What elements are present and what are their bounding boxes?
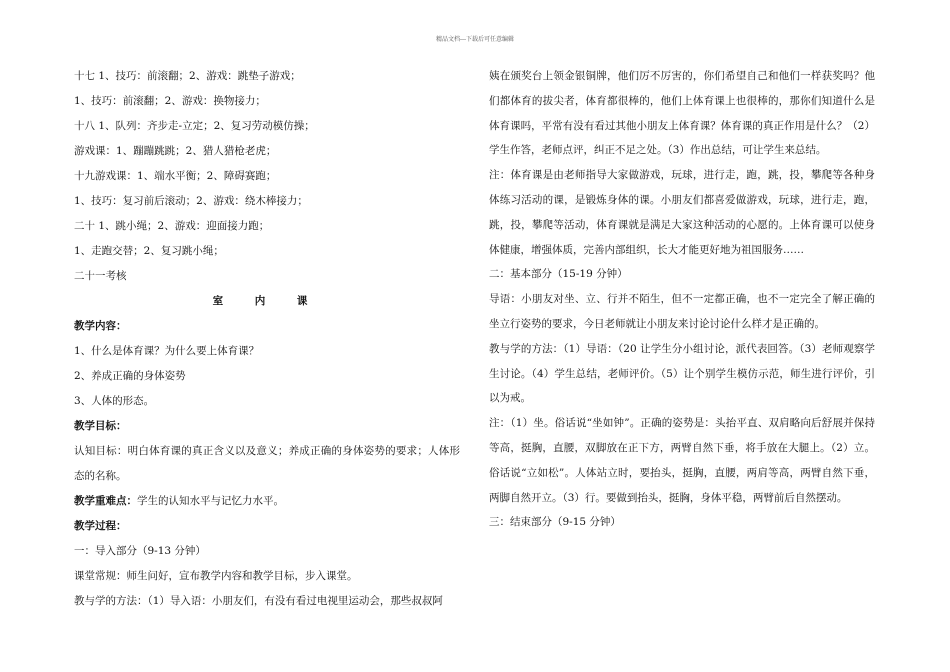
content-item: 1、什么是体育课？为什么要上体育课？ <box>74 345 260 357</box>
note-paragraph: 注：体育课是由老师指导大家做游戏，玩球，进行走，跑，跳，投，攀爬等各种身体练习活动的课，是锻炼身体的课。小朋友们都喜爱做游戏，玩球，进行走，跑，跳，投，攀爬等活动，体育课就是满足大家这种活动的心愿的。上体育课可以使身体健康，增强体质，完善内部组织，长大才能更好地为祖国服务…… <box>489 169 875 256</box>
process-part-3: 三：结束部分（9-15 分钟） <box>489 516 621 529</box>
intro-paragraph: 姨在颁奖台上领金银铜牌，他们厉不厉害的，你们希望自己和他们一样获奖吗？他们都体育的拔尖者，体育都很棒的，他们上体育课上也很棒的，那你们知道什么是体育课吗，平常有没有看过其他小朋友上体育课？体育课的真正作用是什么？（2）学生作答，老师点评，纠正不足之处。（3）作出总结，可让学生来总结。 <box>489 70 875 157</box>
section-title: 室 内 课 <box>212 295 322 307</box>
schedule-line: 1、技巧：前滚翻；2、游戏：换物接力； <box>74 95 266 107</box>
schedule-line: 游戏课：1、蹦蹦跳跳；2、猎人猎枪老虎； <box>74 145 277 157</box>
process-routine: 课堂常规：师生问好，宣布教学内容和教学目标，步入课堂。 <box>74 570 358 582</box>
posture-note-paragraph: 注：（1）坐。俗话说“坐如钟”。正确的姿势是：头抬平直、双肩略向后舒展并保持等高，挺胸，直腰，双脚放在正下方，两臂自然下垂，将手放在大腿上。（2）立。俗话说“立如松”。人体站立时，要抬头，挺胸，直腰，两肩等高，两臂自然下垂，两脚自然开立。（3）行。要做到抬头，挺胸，身体平稳，两臂前后自然摆动。 <box>489 417 875 504</box>
method-paragraph: 教与学的方法：（1）导语：（20 让学生分小组讨论，派代表回答。（3）老师观察学生讨论。（4）学生总结，老师评价。（5）让个别学生模仿示范，师生进行评价，引以为戒。 <box>489 342 875 405</box>
left-column <box>74 64 460 614</box>
guide-paragraph: 导语：小朋友对坐、立、行并不陌生，但不一定都正确，也不一定完全了解正确的坐立行姿势的要求，今日老师就让小朋友来讨论讨论什么样才是正确的。 <box>489 293 875 330</box>
goal-text: 认知目标：明白体育课的真正含义以及意义；养成正确的身体姿势的要求；人体形态的名称。 <box>74 445 460 482</box>
process-method: 教与学的方法：（1）导入语：小朋友们，有没有看过电视里运动会，那些叔叔阿 <box>74 595 443 607</box>
content-item: 2、养成正确的身体姿势 <box>74 370 186 382</box>
heading-goal: 教学目标： <box>74 420 127 432</box>
process-part-2: 二：基本部分（15-19 分钟） <box>489 268 628 281</box>
schedule-line: 二十一考核 <box>74 270 127 282</box>
schedule-line: 十八 1、队列：齐步走-立定；2、复习劳动模仿操； <box>74 120 315 132</box>
process-part-1: 一：导入部分（9-13 分钟） <box>74 545 206 557</box>
schedule-line: 1、走跑交替；2、复习跳小绳； <box>74 245 224 257</box>
content-item: 3、人体的形态。 <box>74 395 155 407</box>
right-column <box>489 64 875 535</box>
heading-content: 教学内容： <box>74 320 127 332</box>
schedule-line: 十七 1、技巧：前滚翻；2、游戏：跳垫子游戏； <box>74 70 301 82</box>
heading-key: 教学重难点： <box>74 495 137 507</box>
schedule-line: 1、技巧：复习前后滚动；2、游戏：绕木棒接力； <box>74 195 308 207</box>
key-points <box>74 489 460 514</box>
page-header: 精品文档---下载后可任意编辑 <box>435 36 515 43</box>
key-text: 学生的认知水平与记忆力水平。 <box>137 495 284 507</box>
schedule-line: 十九游戏课：1、端水平衡；2、障碍赛跑； <box>74 170 277 182</box>
schedule-line: 二十 1、跳小绳；2、游戏：迎面接力跑； <box>74 220 270 232</box>
heading-process: 教学过程： <box>74 520 127 532</box>
